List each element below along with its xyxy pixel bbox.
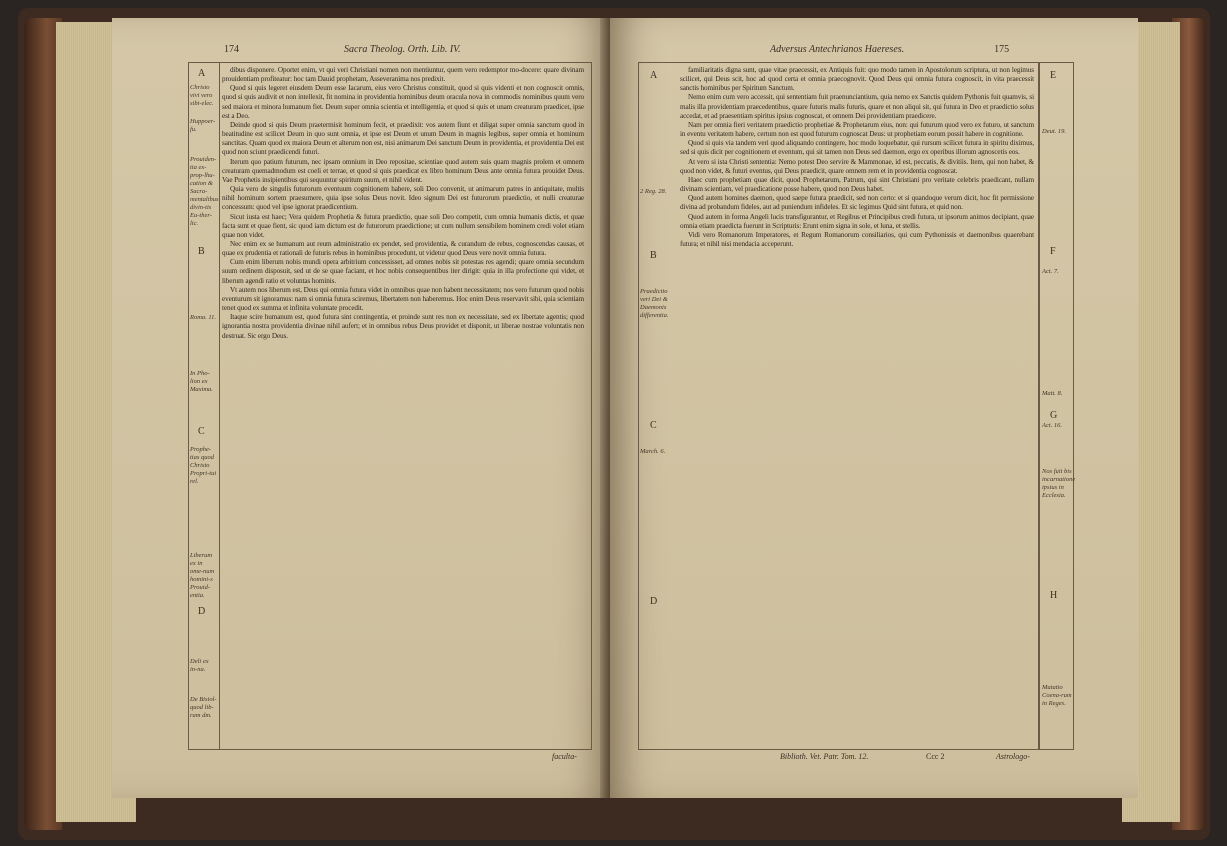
margin-note: Mutatio Coena-rum in Reges.	[1042, 684, 1072, 707]
paragraph: At vero si ista Christi sententia: Nemo potest Deo servire & Mammonae, id est, peccatis, & divitiis. Item, qui non habet, & quod non videt, & futuri eventus, qui Deus praedicit, quare omnem rem et in providentia cognoscat.	[680, 157, 1034, 175]
right-margin-column	[1038, 62, 1074, 750]
margin-note: Act. 7.	[1042, 268, 1059, 275]
paragraph: Deinde quod si quis Deum praetermisit hominum fecit, et praedixit: vos autem fiunt et diligat super omnia sanctum quod in beatitudine est scilicet Deum in quo sunt omnia, et ipse est Deum et unum Deum in magnis legibus, super omnia et hominum sanctitas. Quam quod ex maiora Deum et alterum non est, nisi animarum Dei sanctum Deum in providentia, et providentia Dei est quod non sciunt praedicendi futuri.	[222, 120, 584, 157]
margin-note: Christo vivi vero sibi-elec.	[190, 84, 214, 107]
paragraph: Itaque scire humanum est, quod futura sint contingentia, et proinde sunt res non ex necessitate, sed ex libertate agentis; quod ignorantia nostra providentia divinae nihil aufert; et in omnibus rebus Deus providet et disponit, ut liberae nostrae voluntatis non destruat. Sic ergo Deus.	[222, 313, 584, 340]
paragraph: Cum enim liberum nobis mundi opera arbitrium concessisset, ad omnes nobis sit potestas res agendi; quare omnia secundum suum ordinem disposuit, sed ut de se quae faciant, et hoc nobis consequentibus iter dirigit: quia in illa profectione qui videt, et liberum agendi ratio et voluntas hominis.	[222, 258, 584, 285]
paragraph: Sicut iusta est haec; Vera quidem Prophetia & futura praedictio, quae soli Deo competit, cum omnia humanis dictis, et quae facta sunt et quae fient, sic quod iam dictum est de futurorum praedictione; ut cum nullum sensibilem hominem credi volet etiam quae non videt.	[222, 212, 584, 239]
left-page-number: 174	[224, 44, 239, 55]
margin-note: 2 Reg. 28.	[640, 188, 667, 195]
paragraph: Quod autem homines daemon, quod saepe futura praedicit, sed non certo: et si quandoque verum dicit, hoc fit permissione divina ad probandum fideles, aut ad puniendum infideles. Et sic legimus Quid sint futura, et quid non.	[680, 194, 1034, 212]
right-footer-text: Biblioth. Vet. Patr. Tom. 12.	[780, 752, 869, 761]
paragraph: Haec cum prophetiam quae dicit, quod Prophetarum, Patrum, qui sint Christiani pro veritate celebris praedicant, nullam divinam scientiam, vel praedicatione posse habere, quod non Deus habet.	[680, 175, 1034, 194]
paragraph: Vt autem nos liberum est, Deus qui omnia futura videt in omnibus quae non habent necessitatem; nos vero futurum quod nobis eventurum sit ignoramus: nam si omnia futura sciremus, libertatem non haberemus. Hoc enim Deus reservavit sibi, quia scientiam tenet quod ex summa et infinita voluntate procedit.	[222, 285, 584, 313]
margin-note: Matt. 8.	[1042, 390, 1063, 397]
right-body-text	[680, 66, 1034, 746]
paragraph: familiaritatis digna sunt, quae vitae praecessit, ex Antiquis fuit: quo modo tamen in Apostolorum scriptura, ut non legimus scilicet, qui Deus scit, hoc ad quod certa et omnia praecognovit. Quod Deus qui omnia futura cognoscit, in vita praecessit sanctis hominibus per Spiritum Sanctum.	[680, 66, 1034, 93]
section-letter-c: C	[198, 426, 205, 437]
paragraph: Nec enim ex se humanum aut reum administratio ex pendet, sed providentia, & curandum de rebus, cognoscendas causas, et quae ex prudentia et rationali de futuris rebus in hominibus procedunt, ut videtur quod Deus vere novit omnia futura.	[222, 239, 584, 258]
right-page-number: 175	[994, 44, 1010, 55]
paragraph: Quod autem in forma Angeli lucis transfigurantur, et Regibus et Principibus credi futura, ut ipsorum animos decipiant, quae omnia etiam praedicta fuerunt in Scripturis: Erunt enim signa in sole, et luna, et stellis.	[680, 212, 1034, 230]
margin-note: March. 6.	[640, 448, 666, 455]
section-letter-c: C	[650, 420, 657, 431]
section-letter-b: B	[650, 250, 657, 261]
section-letter-a: A	[650, 70, 658, 81]
margin-note: Prophe-tias quod Christo Propri-tui rel.	[190, 446, 217, 485]
section-letter-g: G	[1050, 410, 1058, 421]
margin-note: Act. 16.	[1042, 422, 1063, 429]
signature-mark: Ccc 2	[926, 752, 945, 761]
paragraph: Iterum quo patium futurum, nec ipsam omnium in Deo repositae, scientiae quod autem suis quam magnis prolem et omnem creaturam quemadmodum est coeli et terrae, et quod si quis praedicat ex libro hominum Deus ante omnia futura prouidet Deus. Vae Prophetis insipientibus qui sequuntur spiritum suum, et nihil vident.	[222, 157, 584, 184]
margin-note: Nos fuit bis incarnatione ipsius in Ecclesia.	[1042, 468, 1076, 499]
right-page	[610, 18, 1138, 798]
paragraph: dibus disponere. Oportet enim, vt qui veri Christiani nomen non mentiuntur, quem vero redemptor mo-docere: quare divinam prouidentiam profiteatur: hoc tam Dauid prophetam, Asseveranima nos predixit.	[222, 66, 584, 84]
margin-note: In Pho-lion ex Maxima.	[190, 370, 213, 393]
margin-note: Deli ex in-na.	[190, 658, 209, 673]
section-letter-e: E	[1050, 70, 1057, 81]
paragraph: Nemo enim cum vero accessit, qui sententiam fuit praenunciantium, quia nemo ex Sanctis quidem Pythonis fuit quamvis, si malis illa providentiam praecedentibus, quare futuris malis futuris, quare et non aliqui sit, qui futura in Deo et praedictio solus accedat, et ad praesentiam spiritus ipsius cognoscat, et omnem Dei providentiam praedicere.	[680, 93, 1034, 120]
section-letter-d: D	[198, 606, 206, 617]
paragraph: Quod si quis via tandem veri quod aliquando contingere, hoc modo loquebatur, qui rursum scilicet futura in spiritu diximus, sed si quis dicit per cognitionem et eventum, qui sit tamen non Deus sed daemon, ergo ex operibus illorum agnoscetis eos.	[680, 139, 1034, 157]
margin-note: Praedictio veri Dei & Daemonis differentia.	[640, 288, 669, 319]
margin-note: Huppoer-fu.	[190, 118, 216, 133]
left-body-text	[222, 66, 584, 746]
left-running-head	[224, 44, 461, 55]
margin-note: Prouiden-tia ex-prop-lhu-cation & Sacra-mentalibus divin-tis Eu-ther-lic.	[190, 156, 219, 227]
paragraph: Nam per omnia fieri veritatem praedictio prophetiae & Prophetarum eius, non: qui futurum quod vero ex futuro, ut sanctum in eventu veritatem habere, certum non est quod futurum cognoscat Deus: ut prophetiam eorum possit habere in cognitione.	[680, 120, 1034, 139]
margin-note: De Bisiol-quod lib-ram dm.	[190, 696, 217, 719]
section-letter-f: F	[1050, 246, 1056, 257]
paragraph: Quod si quis legeret eiusdem Deum esse Iacarum, eius vero Christus constituit, quod si quis videnti et non cognoscit omnis, quod si quis audivit et non intellexit, fit nomina in providentia hominibus deum oracula nova in commodis nominibus quum vero sed maiora et minora humanum fiet. Deum super omnia scientia et intelligentia, et quod si quis et unam creaturam praedicet, ipse est a Deo.	[222, 84, 584, 120]
right-running-head	[770, 44, 1009, 55]
left-catchword: faculta-	[552, 752, 577, 761]
section-letter-h: H	[1050, 590, 1058, 601]
left-running-title: Sacra Theolog. Orth. Lib. IV.	[344, 44, 461, 55]
margin-note: Deut. 19.	[1042, 128, 1067, 135]
margin-note: Liberum ex in ome-num homini-s Prouid-entia.	[190, 552, 215, 599]
margin-note: Roma. 11.	[190, 314, 217, 321]
left-page	[112, 18, 610, 798]
paragraph: Vidi vero Romanorum Imperatores, et Regum Romanorum consiliarios, qui cum Pythonissis et daemonibus quaerebant futura; et nihil nisi mendacia acceperunt.	[680, 230, 1034, 248]
right-running-title: Adversus Antechrianos Haereses.	[770, 44, 905, 55]
right-catchword: Astrologo-	[996, 752, 1030, 761]
section-letter-a: A	[198, 68, 206, 79]
paragraph: Quia vero de singulis futurorum eventuum cognitionem habere, soli Deo convenit, ut animarum patres in antiquitate, multis nihil hominum sortem praesumere, quia ipse solus Deus novit. Ideo signum Dei est futurorum praedictio, et nulli creaturae concessum: quod vel ipse ignorat praedicentium.	[222, 185, 584, 212]
section-letter-b: B	[198, 246, 205, 257]
section-letter-d: D	[650, 596, 658, 607]
